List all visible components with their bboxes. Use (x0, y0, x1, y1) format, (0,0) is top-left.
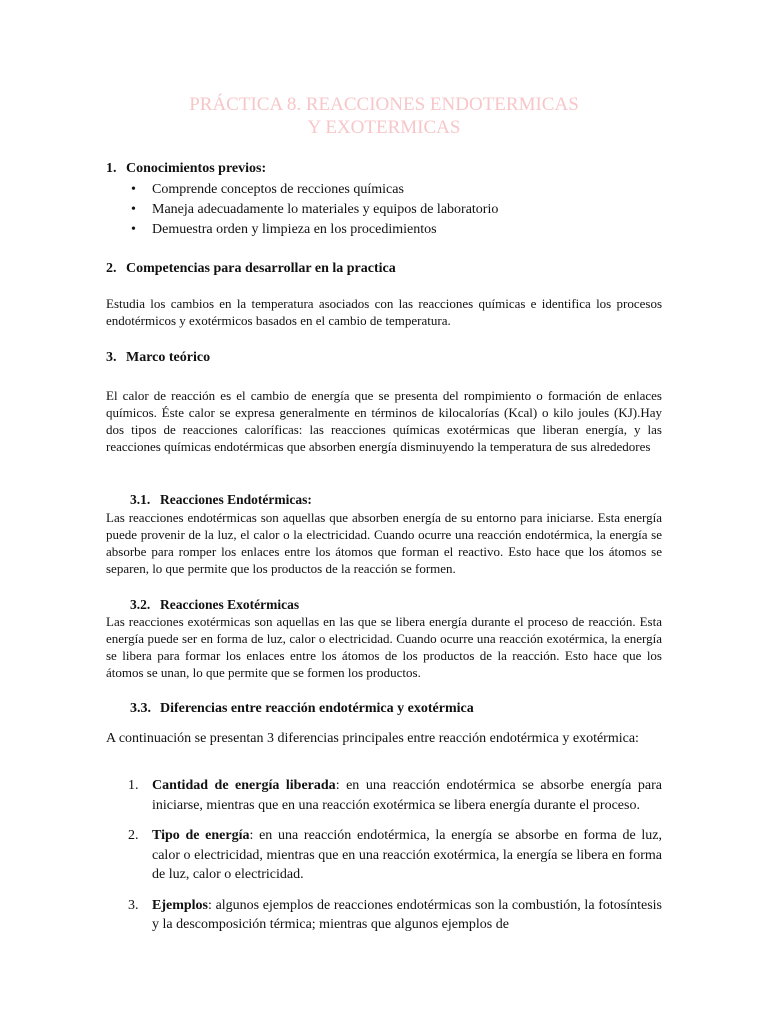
section-2-text: Estudia los cambios en la temperatura asociados con las reacciones químicas e identifica los procesos endotérmicos y exotérmicos basados en el cambio de temperatura. (106, 296, 662, 328)
subsection-3-3-number: 3.3. (130, 701, 151, 716)
subsection-3-2-heading (130, 596, 299, 613)
list-item (131, 180, 498, 200)
bullet-icon: • (131, 222, 136, 237)
bullet-icon: • (131, 202, 136, 217)
item-text: : en una reacción endotérmica, la energía se absorbe en forma de luz, calor o electricidad, mientras que en una reacción exotérmica, la energía se libera en forma de luz, calor o electricidad. (152, 828, 662, 882)
list-item (128, 896, 662, 935)
item-number: 3. (128, 897, 139, 913)
bullet-icon: • (131, 182, 136, 197)
subsection-3-3-heading (130, 700, 474, 717)
bullet-text: Demuestra orden y limpieza en los procedimientos (152, 222, 437, 237)
subsection-3-3-title: Diferencias entre reacción endotérmica y exotérmica (160, 701, 474, 716)
section-2-title: Competencias para desarrollar en la practica (126, 261, 396, 276)
bullet-text: Maneja adecuadamente lo materiales y equipos de laboratorio (152, 202, 499, 217)
item-text: : algunos ejemplos de reacciones endotérmicas son la combustión, la fotosíntesis y la descomposición térmica; mientras que algunos ejemplos de (152, 897, 662, 932)
subsection-3-1-text: Las reacciones endotérmicas son aquellas que absorben energía de su entorno para iniciarse. Esta energía puede provenir de la luz, el calor o la electricidad. Cuando ocurre una reacción endotérmica, la energía se absorbe para romper los enlaces entre los átomos que forman el reactivo. Esto hace que los átomos se separen, lo que permite que los productos de la reacción se formen. (106, 510, 662, 576)
document-title (0, 93, 768, 139)
section-3-heading (106, 349, 210, 367)
item-term: Ejemplos (152, 897, 208, 913)
differences-list (128, 776, 662, 946)
section-2-number: 2. (106, 261, 117, 276)
section-3-text: El calor de reacción es el cambio de energía que se presenta del rompimiento o formación de enlaces químicos. Éste calor se expresa generalmente en términos de kilocalorías (Kcal) o kilo joules (KJ).Hay dos tipos de reacciones caloríficas: las reacciones químicas exotérmicas que liberan energía, y las reacciones químicas endotérmicas que absorben energía disminuyendo la temperatura de sus alrededores (106, 388, 662, 454)
section-1-title: Conocimientos previos: (126, 161, 267, 176)
item-number: 2. (128, 828, 139, 843)
item-term: Tipo de energía (152, 828, 250, 843)
item-text: : en una reacción endotérmica se absorbe energía para iniciarse, mientras que en una reacción exotérmica se libera energía durante el proceso. (152, 778, 662, 813)
list-item (131, 200, 498, 220)
list-item (128, 826, 662, 885)
bullet-text: Comprende conceptos de recciones químicas (152, 182, 404, 197)
subsection-3-2-number: 3.2. (130, 597, 151, 612)
list-item (131, 220, 498, 240)
subsection-3-1-heading (130, 491, 312, 508)
item-number: 1. (128, 778, 139, 793)
section-1-number: 1. (106, 161, 117, 176)
section-1-heading (106, 160, 266, 178)
title-line-1: PRÁCTICA 8. REACCIONES ENDOTERMICAS (189, 94, 579, 115)
prior-knowledge-list (131, 180, 498, 240)
list-item (128, 776, 662, 815)
subsection-3-1-number: 3.1. (130, 492, 151, 507)
subsection-3-2-title: Reacciones Exotérmicas (160, 597, 300, 612)
section-2-heading (106, 260, 396, 278)
subsection-3-1-title: Reacciones Endotérmicas: (160, 492, 312, 507)
subsection-3-2-text: Las reacciones exotérmicas son aquellas en las que se libera energía durante el proceso de reacción. Esta energía puede ser en forma de luz, calor o electricidad. Cuando ocurre una reacción exotérmica, la energía se libera para formar los enlaces entre los átomos de los productos de la reacción. Esto hace que los átomos se unan, lo que permite que se formen los productos. (106, 614, 662, 680)
subsection-3-3-intro: A continuación se presentan 3 diferencias principales entre reacción endotérmica y exotérmica: (106, 731, 639, 746)
section-3-title: Marco teórico (126, 350, 211, 365)
item-term: Cantidad de energía liberada (152, 778, 336, 793)
section-3-number: 3. (106, 350, 117, 365)
title-line-2: Y EXOTERMICAS (307, 117, 461, 138)
